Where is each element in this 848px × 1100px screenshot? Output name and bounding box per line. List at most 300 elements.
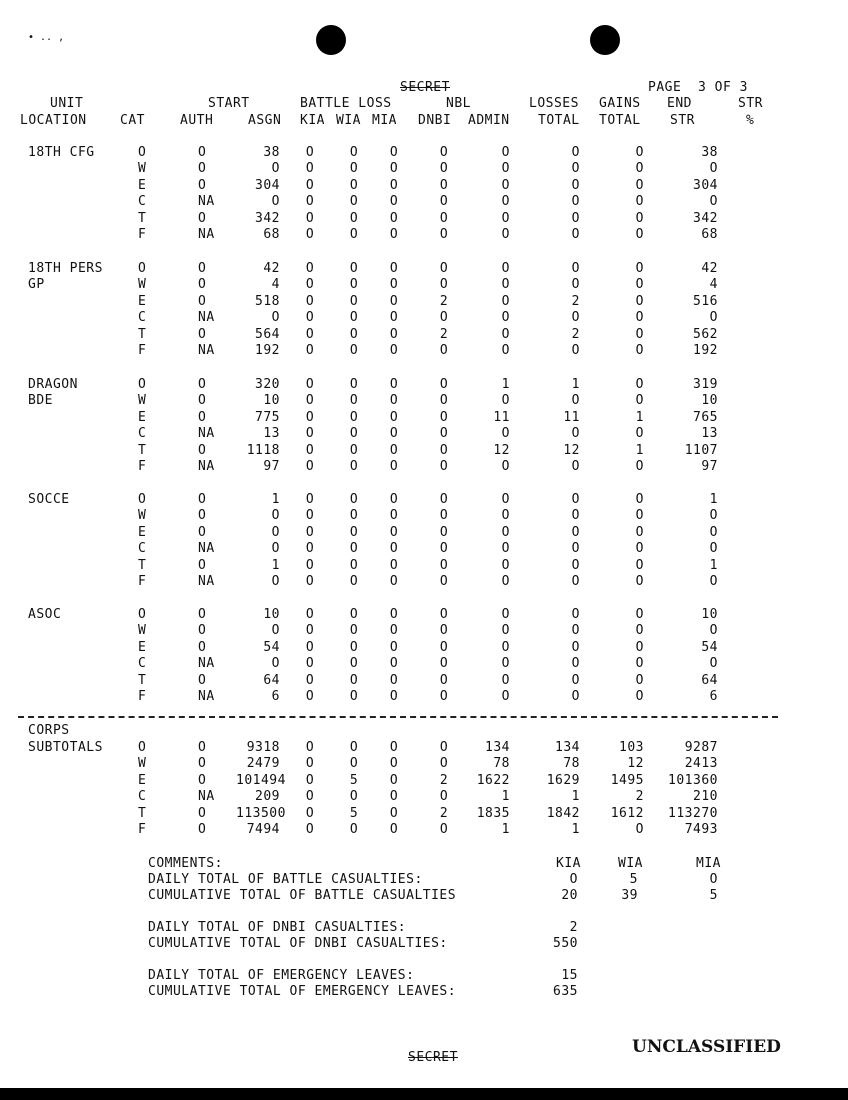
cell-dnbi: O xyxy=(439,277,449,293)
cell-asgn: 68 xyxy=(263,227,280,242)
subtotal-cell-gains-total: 103 xyxy=(619,740,644,755)
cell-mia: O xyxy=(389,343,399,358)
cell-gains-total: O xyxy=(635,426,644,442)
cell-end-str: O xyxy=(709,508,718,524)
cell-losses-total: O xyxy=(571,426,580,442)
cell-losses-total: O xyxy=(571,161,580,177)
cell-losses-total: O xyxy=(571,672,580,688)
subtotal-cell-losses-total: 1 xyxy=(571,789,580,805)
cell-cat: O xyxy=(138,377,147,392)
cell-wia: O xyxy=(349,656,359,672)
cell-losses-total: O xyxy=(571,393,580,409)
cell-losses-total: O xyxy=(571,574,580,589)
cell-admin: O xyxy=(501,210,510,226)
cell-end-str: 68 xyxy=(701,227,718,242)
cell-end-str: 1 xyxy=(709,557,718,573)
cum-dnbi-value: 550 xyxy=(553,936,578,951)
cell-end-str: 97 xyxy=(701,459,718,474)
cell-gains-total: O xyxy=(635,261,644,276)
header-gains-total: TOTAL xyxy=(599,113,641,128)
cell-cat: O xyxy=(138,607,147,622)
cell-gains-total: O xyxy=(635,227,644,242)
cell-kia: O xyxy=(305,672,315,688)
cell-cat: C xyxy=(138,426,147,442)
cell-gains-total: O xyxy=(635,639,644,655)
subtotal-cell-cat: O xyxy=(138,740,147,755)
subtotal-cell-admin: 1 xyxy=(501,789,510,805)
cell-wia: O xyxy=(349,409,359,425)
unit-name-line2: GP xyxy=(28,277,45,293)
cell-kia: O xyxy=(305,656,315,672)
cell-wia: O xyxy=(349,277,359,293)
subtotal-cell-wia: O xyxy=(349,822,359,837)
cell-wia: O xyxy=(349,459,359,474)
cell-admin: O xyxy=(501,672,510,688)
secret-marking-top: SECRET xyxy=(400,80,450,95)
cell-wia: O xyxy=(349,524,359,540)
divider-dashed xyxy=(18,716,778,718)
cell-auth: NA xyxy=(198,574,215,589)
cell-wia: O xyxy=(349,145,359,160)
unit-name: DRAGON xyxy=(28,377,78,392)
cell-kia: O xyxy=(305,343,315,358)
cell-kia: O xyxy=(305,689,315,704)
subtotal-cell-asgn: 209 xyxy=(255,789,280,805)
subtotal-cell-asgn: 101494 xyxy=(236,772,286,788)
cell-kia: O xyxy=(305,442,315,458)
cell-asgn: 342 xyxy=(255,210,280,226)
cell-asgn: 97 xyxy=(263,459,280,474)
cell-kia: O xyxy=(305,607,315,622)
cell-cat: W xyxy=(138,623,147,639)
cum-battle-wia: 39 xyxy=(621,888,638,903)
cell-dnbi: O xyxy=(439,656,449,672)
cell-dnbi: O xyxy=(439,426,449,442)
subtotal-cell-kia: O xyxy=(305,805,315,821)
subtotal-cell-wia: O xyxy=(349,756,359,772)
cell-cat: T xyxy=(138,326,147,342)
cell-cat: T xyxy=(138,557,147,573)
cell-asgn: 54 xyxy=(263,639,280,655)
subtotal-cell-admin: 1835 xyxy=(476,805,510,821)
cell-losses-total: O xyxy=(571,277,580,293)
subtotal-cell-mia: O xyxy=(389,772,399,788)
cum-el-value: 635 xyxy=(553,984,578,999)
cell-asgn: O xyxy=(271,623,280,639)
cell-auth: O xyxy=(198,672,207,688)
cum-battle-kia: 20 xyxy=(561,888,578,903)
cell-end-str: O xyxy=(709,524,718,540)
cell-auth: O xyxy=(198,261,207,276)
subtotal-cell-cat: E xyxy=(138,772,147,788)
cell-gains-total: O xyxy=(635,145,644,160)
subtotal-cell-wia: O xyxy=(349,789,359,805)
subtotal-cell-wia: 5 xyxy=(349,805,359,821)
header-unit: UNIT xyxy=(50,96,84,111)
cell-mia: O xyxy=(389,194,399,210)
cell-losses-total: O xyxy=(571,656,580,672)
cell-cat: F xyxy=(138,689,147,704)
cell-wia: O xyxy=(349,310,359,326)
cell-dnbi: O xyxy=(439,343,449,358)
cell-auth: NA xyxy=(198,426,215,442)
cell-admin: O xyxy=(501,557,510,573)
corps-label: CORPS xyxy=(28,723,70,738)
cell-asgn: 518 xyxy=(255,293,280,309)
cell-kia: O xyxy=(305,524,315,540)
cell-asgn: O xyxy=(271,161,280,177)
unit-name: ASOC xyxy=(28,607,62,622)
cell-auth: O xyxy=(198,161,207,177)
cell-asgn: O xyxy=(271,574,280,589)
cell-cat: C xyxy=(138,656,147,672)
header-asgn: ASGN xyxy=(248,113,282,128)
scan-specks: • .. , xyxy=(28,32,65,43)
cell-auth: O xyxy=(198,508,207,524)
cell-kia: O xyxy=(305,227,315,242)
subtotal-cell-cat: W xyxy=(138,756,147,772)
cell-kia: O xyxy=(305,639,315,655)
cell-cat: F xyxy=(138,227,147,242)
subtotal-cell-kia: O xyxy=(305,740,315,755)
cell-admin: O xyxy=(501,574,510,589)
cell-mia: O xyxy=(389,210,399,226)
subtotal-cell-auth: O xyxy=(198,740,207,755)
cell-dnbi: O xyxy=(439,210,449,226)
subtotal-cell-losses-total: 1 xyxy=(571,822,580,837)
punch-hole-left xyxy=(316,25,346,55)
cell-gains-total: O xyxy=(635,293,644,309)
cell-admin: O xyxy=(501,326,510,342)
cell-wia: O xyxy=(349,177,359,193)
subtotal-cell-end-str: 7493 xyxy=(684,822,718,837)
cell-asgn: O xyxy=(271,524,280,540)
header-cat: CAT xyxy=(120,113,145,128)
cell-gains-total: O xyxy=(635,459,644,474)
cell-losses-total: 2 xyxy=(571,293,580,309)
cell-dnbi: O xyxy=(439,310,449,326)
subtotal-cell-losses-total: 1842 xyxy=(546,805,580,821)
cell-gains-total: O xyxy=(635,607,644,622)
cell-wia: O xyxy=(349,557,359,573)
subtotal-cell-asgn: 9318 xyxy=(246,740,280,755)
cell-wia: O xyxy=(349,574,359,589)
cell-cat: C xyxy=(138,310,147,326)
cell-auth: O xyxy=(198,607,207,622)
cell-losses-total: O xyxy=(571,508,580,524)
subtotal-cell-gains-total: 2 xyxy=(635,789,644,805)
subtotal-cell-kia: O xyxy=(305,756,315,772)
cell-gains-total: O xyxy=(635,492,644,507)
cell-wia: O xyxy=(349,343,359,358)
cell-auth: O xyxy=(198,492,207,507)
cell-mia: O xyxy=(389,310,399,326)
cell-admin: O xyxy=(501,177,510,193)
cell-gains-total: O xyxy=(635,574,644,589)
cell-auth: O xyxy=(198,210,207,226)
cell-dnbi: O xyxy=(439,161,449,177)
cell-end-str: 10 xyxy=(701,393,718,409)
cell-wia: O xyxy=(349,607,359,622)
cell-losses-total: O xyxy=(571,541,580,557)
cell-dnbi: O xyxy=(439,508,449,524)
cell-cat: O xyxy=(138,261,147,276)
subtotal-cell-mia: O xyxy=(389,822,399,837)
cell-mia: O xyxy=(389,426,399,442)
header-losses: LOSSES xyxy=(529,96,579,111)
cell-dnbi: O xyxy=(439,261,449,276)
cell-gains-total: 1 xyxy=(635,442,644,458)
cell-asgn: 42 xyxy=(263,261,280,276)
secret-marking-bottom: SECRET xyxy=(408,1050,458,1065)
cell-auth: NA xyxy=(198,310,215,326)
cell-dnbi: O xyxy=(439,492,449,507)
cell-wia: O xyxy=(349,623,359,639)
cell-end-str: 192 xyxy=(693,343,718,358)
daily-battle-label: DAILY TOTAL OF BATTLE CASUALTIES: xyxy=(148,872,423,887)
subtotal-cell-dnbi: 2 xyxy=(439,772,449,788)
cell-kia: O xyxy=(305,492,315,507)
cell-auth: O xyxy=(198,293,207,309)
header-gains: GAINS xyxy=(599,96,641,111)
subtotal-cell-losses-total: 78 xyxy=(563,756,580,772)
cell-losses-total: O xyxy=(571,524,580,540)
cell-auth: NA xyxy=(198,343,215,358)
header-auth: AUTH xyxy=(180,113,214,128)
cell-auth: O xyxy=(198,639,207,655)
cell-cat: W xyxy=(138,393,147,409)
cell-kia: O xyxy=(305,541,315,557)
cell-losses-total: 12 xyxy=(563,442,580,458)
cell-kia: O xyxy=(305,161,315,177)
cell-dnbi: O xyxy=(439,459,449,474)
cell-dnbi: O xyxy=(439,623,449,639)
cell-cat: T xyxy=(138,210,147,226)
cell-wia: O xyxy=(349,689,359,704)
cell-wia: O xyxy=(349,326,359,342)
cell-asgn: O xyxy=(271,310,280,326)
cell-admin: O xyxy=(501,261,510,276)
comments-head-kia: KIA xyxy=(556,856,581,871)
cell-kia: O xyxy=(305,459,315,474)
cell-cat: E xyxy=(138,639,147,655)
cell-asgn: 64 xyxy=(263,672,280,688)
cell-auth: O xyxy=(198,623,207,639)
cell-kia: O xyxy=(305,377,315,392)
cell-admin: 1 xyxy=(501,377,510,392)
subtotal-cell-auth: O xyxy=(198,805,207,821)
cell-losses-total: 2 xyxy=(571,326,580,342)
cell-losses-total: O xyxy=(571,145,580,160)
subtotal-cell-end-str: 210 xyxy=(693,789,718,805)
cell-cat: E xyxy=(138,409,147,425)
cell-losses-total: O xyxy=(571,459,580,474)
cell-kia: O xyxy=(305,277,315,293)
cell-admin: O xyxy=(501,541,510,557)
cell-dnbi: O xyxy=(439,393,449,409)
cell-mia: O xyxy=(389,161,399,177)
cell-gains-total: O xyxy=(635,210,644,226)
cell-asgn: 1 xyxy=(271,557,280,573)
cell-losses-total: O xyxy=(571,607,580,622)
cell-gains-total: O xyxy=(635,557,644,573)
cell-end-str: O xyxy=(709,541,718,557)
cell-end-str: 304 xyxy=(693,177,718,193)
cell-end-str: 516 xyxy=(693,293,718,309)
cell-auth: NA xyxy=(198,656,215,672)
cell-wia: O xyxy=(349,672,359,688)
cell-admin: O xyxy=(501,459,510,474)
cell-gains-total: O xyxy=(635,277,644,293)
cell-asgn: 192 xyxy=(255,343,280,358)
cell-kia: O xyxy=(305,326,315,342)
cell-end-str: 765 xyxy=(693,409,718,425)
comments-head-mia: MIA xyxy=(696,856,721,871)
unit-name: SOCCE xyxy=(28,492,70,507)
daily-battle-kia: O xyxy=(569,872,578,887)
cell-end-str: O xyxy=(709,574,718,589)
cell-admin: O xyxy=(501,393,510,409)
cell-dnbi: O xyxy=(439,377,449,392)
cell-mia: O xyxy=(389,689,399,704)
cell-auth: O xyxy=(198,145,207,160)
cell-losses-total: 11 xyxy=(563,409,580,425)
cell-mia: O xyxy=(389,459,399,474)
subtotal-cell-end-str: 2413 xyxy=(684,756,718,772)
cell-losses-total: O xyxy=(571,689,580,704)
cum-dnbi-label: CUMULATIVE TOTAL OF DNBI CASUALTIES: xyxy=(148,936,448,951)
subtotal-cell-wia: 5 xyxy=(349,772,359,788)
cell-kia: O xyxy=(305,210,315,226)
cell-end-str: 342 xyxy=(693,210,718,226)
cell-admin: 12 xyxy=(493,442,510,458)
cell-wia: O xyxy=(349,508,359,524)
daily-dnbi-label: DAILY TOTAL OF DNBI CASUALTIES: xyxy=(148,920,407,935)
cum-el-label: CUMULATIVE TOTAL OF EMERGENCY LEAVES: xyxy=(148,984,457,999)
cell-end-str: O xyxy=(709,310,718,326)
cell-kia: O xyxy=(305,393,315,409)
cell-auth: O xyxy=(198,177,207,193)
cell-end-str: 1107 xyxy=(684,442,718,458)
cell-kia: O xyxy=(305,623,315,639)
cell-kia: O xyxy=(305,293,315,309)
cell-admin: O xyxy=(501,310,510,326)
cell-mia: O xyxy=(389,227,399,242)
cell-wia: O xyxy=(349,194,359,210)
subtotal-cell-mia: O xyxy=(389,805,399,821)
subtotal-cell-dnbi: O xyxy=(439,822,449,837)
cell-cat: W xyxy=(138,508,147,524)
cell-dnbi: O xyxy=(439,524,449,540)
cell-asgn: O xyxy=(271,194,280,210)
cell-cat: F xyxy=(138,574,147,589)
subtotals-label: SUBTOTALS xyxy=(28,740,103,755)
cell-auth: NA xyxy=(198,227,215,242)
cell-dnbi: 2 xyxy=(439,293,449,309)
header-losses-total: TOTAL xyxy=(538,113,580,128)
cell-admin: O xyxy=(501,639,510,655)
subtotal-cell-admin: 1622 xyxy=(476,772,510,788)
comments-title: COMMENTS: xyxy=(148,856,223,871)
cell-end-str: 42 xyxy=(701,261,718,276)
classification-unclassified: UNCLASSIFIED xyxy=(632,1037,781,1057)
cell-kia: O xyxy=(305,508,315,524)
subtotal-cell-mia: O xyxy=(389,756,399,772)
subtotal-cell-gains-total: O xyxy=(635,822,644,837)
cell-mia: O xyxy=(389,442,399,458)
cell-mia: O xyxy=(389,656,399,672)
cell-wia: O xyxy=(349,393,359,409)
cell-auth: O xyxy=(198,326,207,342)
subtotal-cell-cat: C xyxy=(138,789,147,805)
cell-gains-total: O xyxy=(635,672,644,688)
cell-end-str: O xyxy=(709,161,718,177)
cell-kia: O xyxy=(305,409,315,425)
cell-asgn: 775 xyxy=(255,409,280,425)
cell-admin: O xyxy=(501,426,510,442)
cell-admin: O xyxy=(501,524,510,540)
cell-admin: O xyxy=(501,227,510,242)
cell-end-str: 1 xyxy=(709,492,718,507)
cell-wia: O xyxy=(349,293,359,309)
punch-hole-right xyxy=(590,25,620,55)
cell-end-str: 13 xyxy=(701,426,718,442)
header-start: START xyxy=(208,96,250,111)
header-mia: MIA xyxy=(372,113,397,128)
cell-admin: O xyxy=(501,293,510,309)
subtotal-cell-auth: O xyxy=(198,756,207,772)
cell-mia: O xyxy=(389,607,399,622)
daily-battle-mia: O xyxy=(709,872,718,887)
cell-admin: O xyxy=(501,508,510,524)
unit-name: 18TH PERS xyxy=(28,261,103,276)
cell-dnbi: O xyxy=(439,177,449,193)
subtotal-cell-auth: O xyxy=(198,772,207,788)
cell-admin: O xyxy=(501,689,510,704)
cell-mia: O xyxy=(389,623,399,639)
cell-mia: O xyxy=(389,639,399,655)
cell-mia: O xyxy=(389,557,399,573)
cell-mia: O xyxy=(389,393,399,409)
cell-gains-total: O xyxy=(635,393,644,409)
cell-asgn: O xyxy=(271,541,280,557)
cell-cat: C xyxy=(138,541,147,557)
header-nbl: NBL xyxy=(446,96,471,111)
cell-admin: O xyxy=(501,623,510,639)
subtotal-cell-mia: O xyxy=(389,789,399,805)
cell-wia: O xyxy=(349,541,359,557)
cell-losses-total: O xyxy=(571,492,580,507)
cell-mia: O xyxy=(389,145,399,160)
cell-gains-total: O xyxy=(635,194,644,210)
cell-auth: O xyxy=(198,277,207,293)
cell-asgn: 304 xyxy=(255,177,280,193)
cell-dnbi: O xyxy=(439,227,449,242)
cell-mia: O xyxy=(389,409,399,425)
cell-kia: O xyxy=(305,426,315,442)
subtotal-cell-admin: 134 xyxy=(485,740,510,755)
cell-admin: O xyxy=(501,343,510,358)
cell-admin: 11 xyxy=(493,409,510,425)
cell-gains-total: O xyxy=(635,541,644,557)
cell-cat: E xyxy=(138,177,147,193)
cell-dnbi: O xyxy=(439,672,449,688)
subtotal-cell-end-str: 101360 xyxy=(668,772,718,788)
cell-auth: O xyxy=(198,524,207,540)
subtotal-cell-losses-total: 134 xyxy=(555,740,580,755)
cell-end-str: 64 xyxy=(701,672,718,688)
cell-gains-total: O xyxy=(635,377,644,392)
